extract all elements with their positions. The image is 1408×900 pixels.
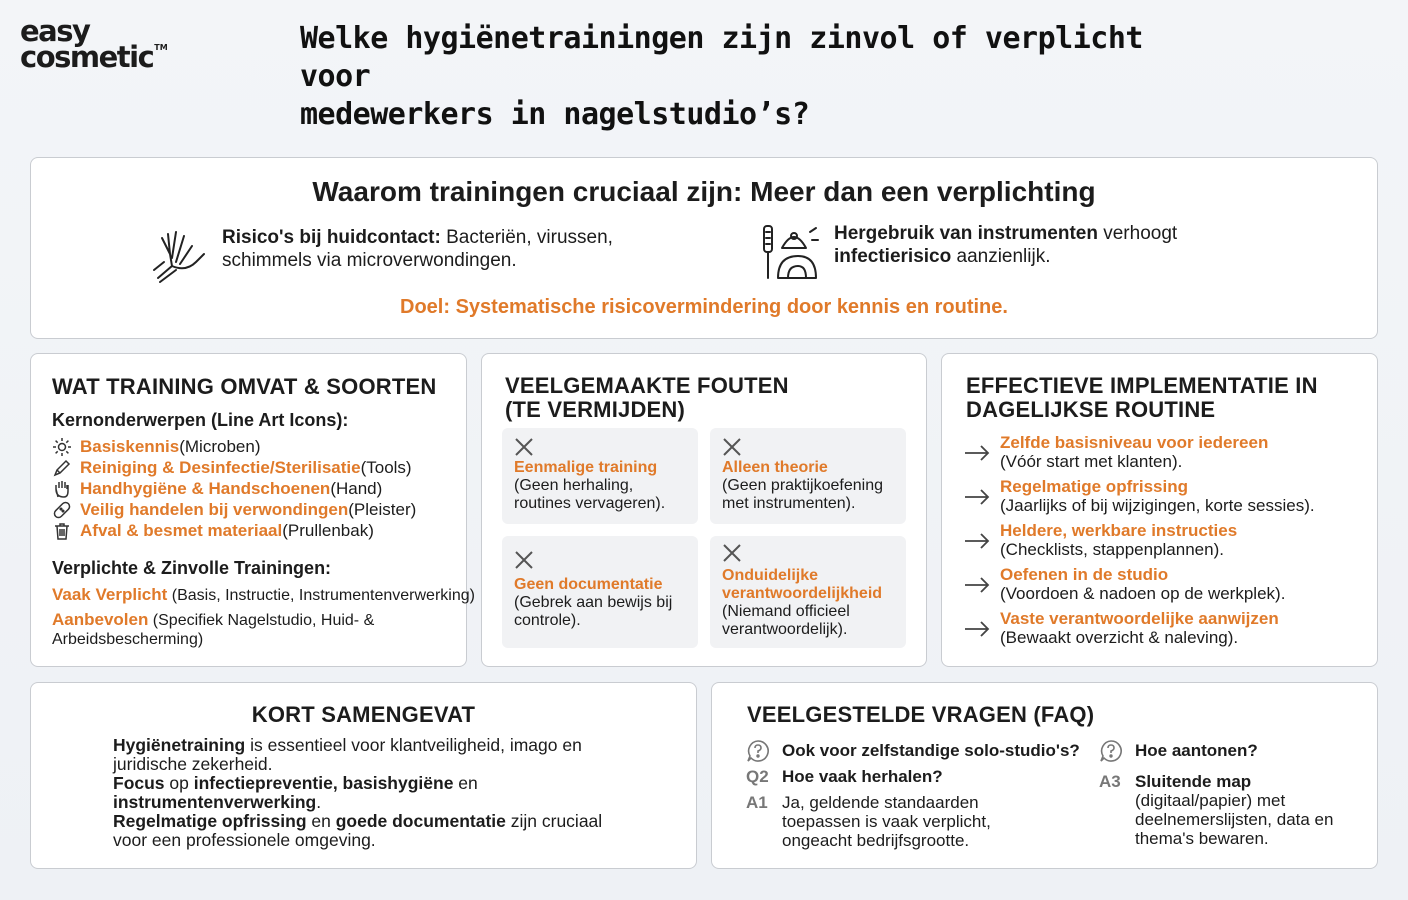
implementation-step: Vaste verantwoordelijke aanwijzen (Bewaakt overzicht & naleving). xyxy=(964,609,1279,647)
mistake-tile: Eenmalige training (Geen herhaling, routines vervageren). xyxy=(502,428,698,524)
faq-answer: A1 Ja, geldende standaarden toepassen is vaak verplicht, ongeacht bedrijfsgrootte. xyxy=(746,793,991,850)
mistakes-card xyxy=(481,353,927,667)
summary-card xyxy=(30,682,697,869)
pen-icon xyxy=(52,458,72,478)
required-item-aanbevolen: Aanbevolen (Specifiek Nagelstudio, Huid- & Arbeidsbescherming) xyxy=(52,610,375,648)
topic-reiniging: Reiniging & Desinfectie/Sterilisatie (Tools) xyxy=(52,457,412,478)
instruments-icon xyxy=(758,222,820,282)
risk-skin-contact: Risico's bij huidcontact: Bacteriën, virussen, schimmels via microverwondingen. xyxy=(150,226,613,284)
implementation-step: Zelfde basisniveau voor iedereen (Vóór start met klanten). xyxy=(964,433,1268,471)
training-card xyxy=(30,353,475,667)
faq-question: Hoe aantonen? xyxy=(1099,739,1359,767)
intro-title: Waarom trainingen cruciaal zijn: Meer dan een verplichting xyxy=(312,176,1096,207)
topic-basiskennis: Basiskennis (Microben) xyxy=(52,436,260,457)
topic-afval: Afval & besmet materiaal (Prullenbak) xyxy=(52,520,374,541)
implementation-step: Oefenen in de studio (Voordoen & nadoen op de werkplek). xyxy=(964,565,1285,603)
summary-text: Hygiënetraining is essentieel voor klantveiligheid, imago en juridische zekerheid. Focus op infectiepreventie, basishygiëne en instrumentenverwerking. Regelmatige opfrissing en goede documentatie zijn cruciaal voor een professionele omgeving. xyxy=(113,735,603,850)
hand-icon xyxy=(150,226,212,284)
topic-verwondingen: Veilig handelen bij verwondingen (Pleister) xyxy=(52,499,416,520)
arrow-right-icon xyxy=(964,621,990,637)
intro-goal: Doel: Systematische risicovermindering door kennis en routine. xyxy=(400,296,1008,318)
topic-handhygiene: Handhygiëne & Handschoenen (Hand) xyxy=(52,478,382,499)
arrow-right-icon xyxy=(964,533,990,549)
faq-title: VEELGESTELDE VRAGEN (FAQ) xyxy=(747,702,1095,727)
risk-instrument-reuse: Hergebruik van instrumenten verhoogt infectierisico aanzienlijk. xyxy=(758,222,1177,282)
implementation-step: Regelmatige opfrissing (Jaarlijks of bij wijzigingen, korte sessies). xyxy=(964,477,1315,515)
arrow-right-icon xyxy=(964,445,990,461)
mistake-tile: Onduidelijke verantwoordelijkheid (Niemand officieel verantwoordelijk). xyxy=(710,536,906,648)
faq-card xyxy=(711,682,1378,869)
question-icon xyxy=(1099,739,1123,763)
implementation-title: EFFECTIEVE IMPLEMENTATIE IN DAGELIJKSE ROUTINE xyxy=(966,373,1318,422)
logo-line2: cosmetic™ xyxy=(20,40,168,75)
cross-icon xyxy=(514,550,534,570)
required-title: Verplichte & Zinvolle Trainingen: xyxy=(52,558,332,578)
faq-answer: A3 Sluitende map (digitaal/papier) met deelnemerslijsten, data en thema's bewaren. xyxy=(1099,772,1334,848)
training-title: WAT TRAINING OMVAT & SOORTEN xyxy=(52,374,437,399)
hand-icon xyxy=(52,479,72,499)
logo-line1: easy xyxy=(20,14,90,48)
faq-question: Q2 Hoe vaak herhalen? xyxy=(746,767,943,786)
cross-icon xyxy=(514,437,534,457)
required-item-verplicht: Vaak Verplicht (Basis, Instructie, Instrumentenverwerking) xyxy=(52,585,475,604)
summary-title: KORT SAMENGEVAT xyxy=(251,702,476,727)
faq-question: Ook voor zelfstandige solo-studio's? xyxy=(746,739,1086,767)
mistakes-title: VEELGEMAAKTE FOUTEN (TE VERMIJDEN) xyxy=(505,373,789,422)
arrow-right-icon xyxy=(964,577,990,593)
page-title: Welke hygiënetrainingen zijn zinvol of verplicht voor medewerkers in nagelstudio’s? xyxy=(300,21,1143,132)
cross-icon xyxy=(722,437,742,457)
mistake-tile: Geen documentatie (Gebrek aan bewijs bij controle). xyxy=(502,536,698,648)
cross-icon xyxy=(722,543,742,563)
topics-title: Kernonderwerpen (Line Art Icons): xyxy=(52,410,349,430)
implementation-step: Heldere, werkbare instructies (Checklists, stappenplannen). xyxy=(964,521,1237,559)
logo-trademark: TM xyxy=(154,43,168,53)
mistake-tile: Alleen theorie (Geen praktijkoefening met instrumenten). xyxy=(710,428,906,524)
arrow-right-icon xyxy=(964,489,990,505)
brand-logo xyxy=(20,14,168,75)
bandage-icon xyxy=(52,500,72,520)
trash-icon xyxy=(52,521,72,541)
gear-icon xyxy=(52,437,72,457)
question-icon xyxy=(746,739,770,763)
implementation-card xyxy=(941,353,1378,667)
